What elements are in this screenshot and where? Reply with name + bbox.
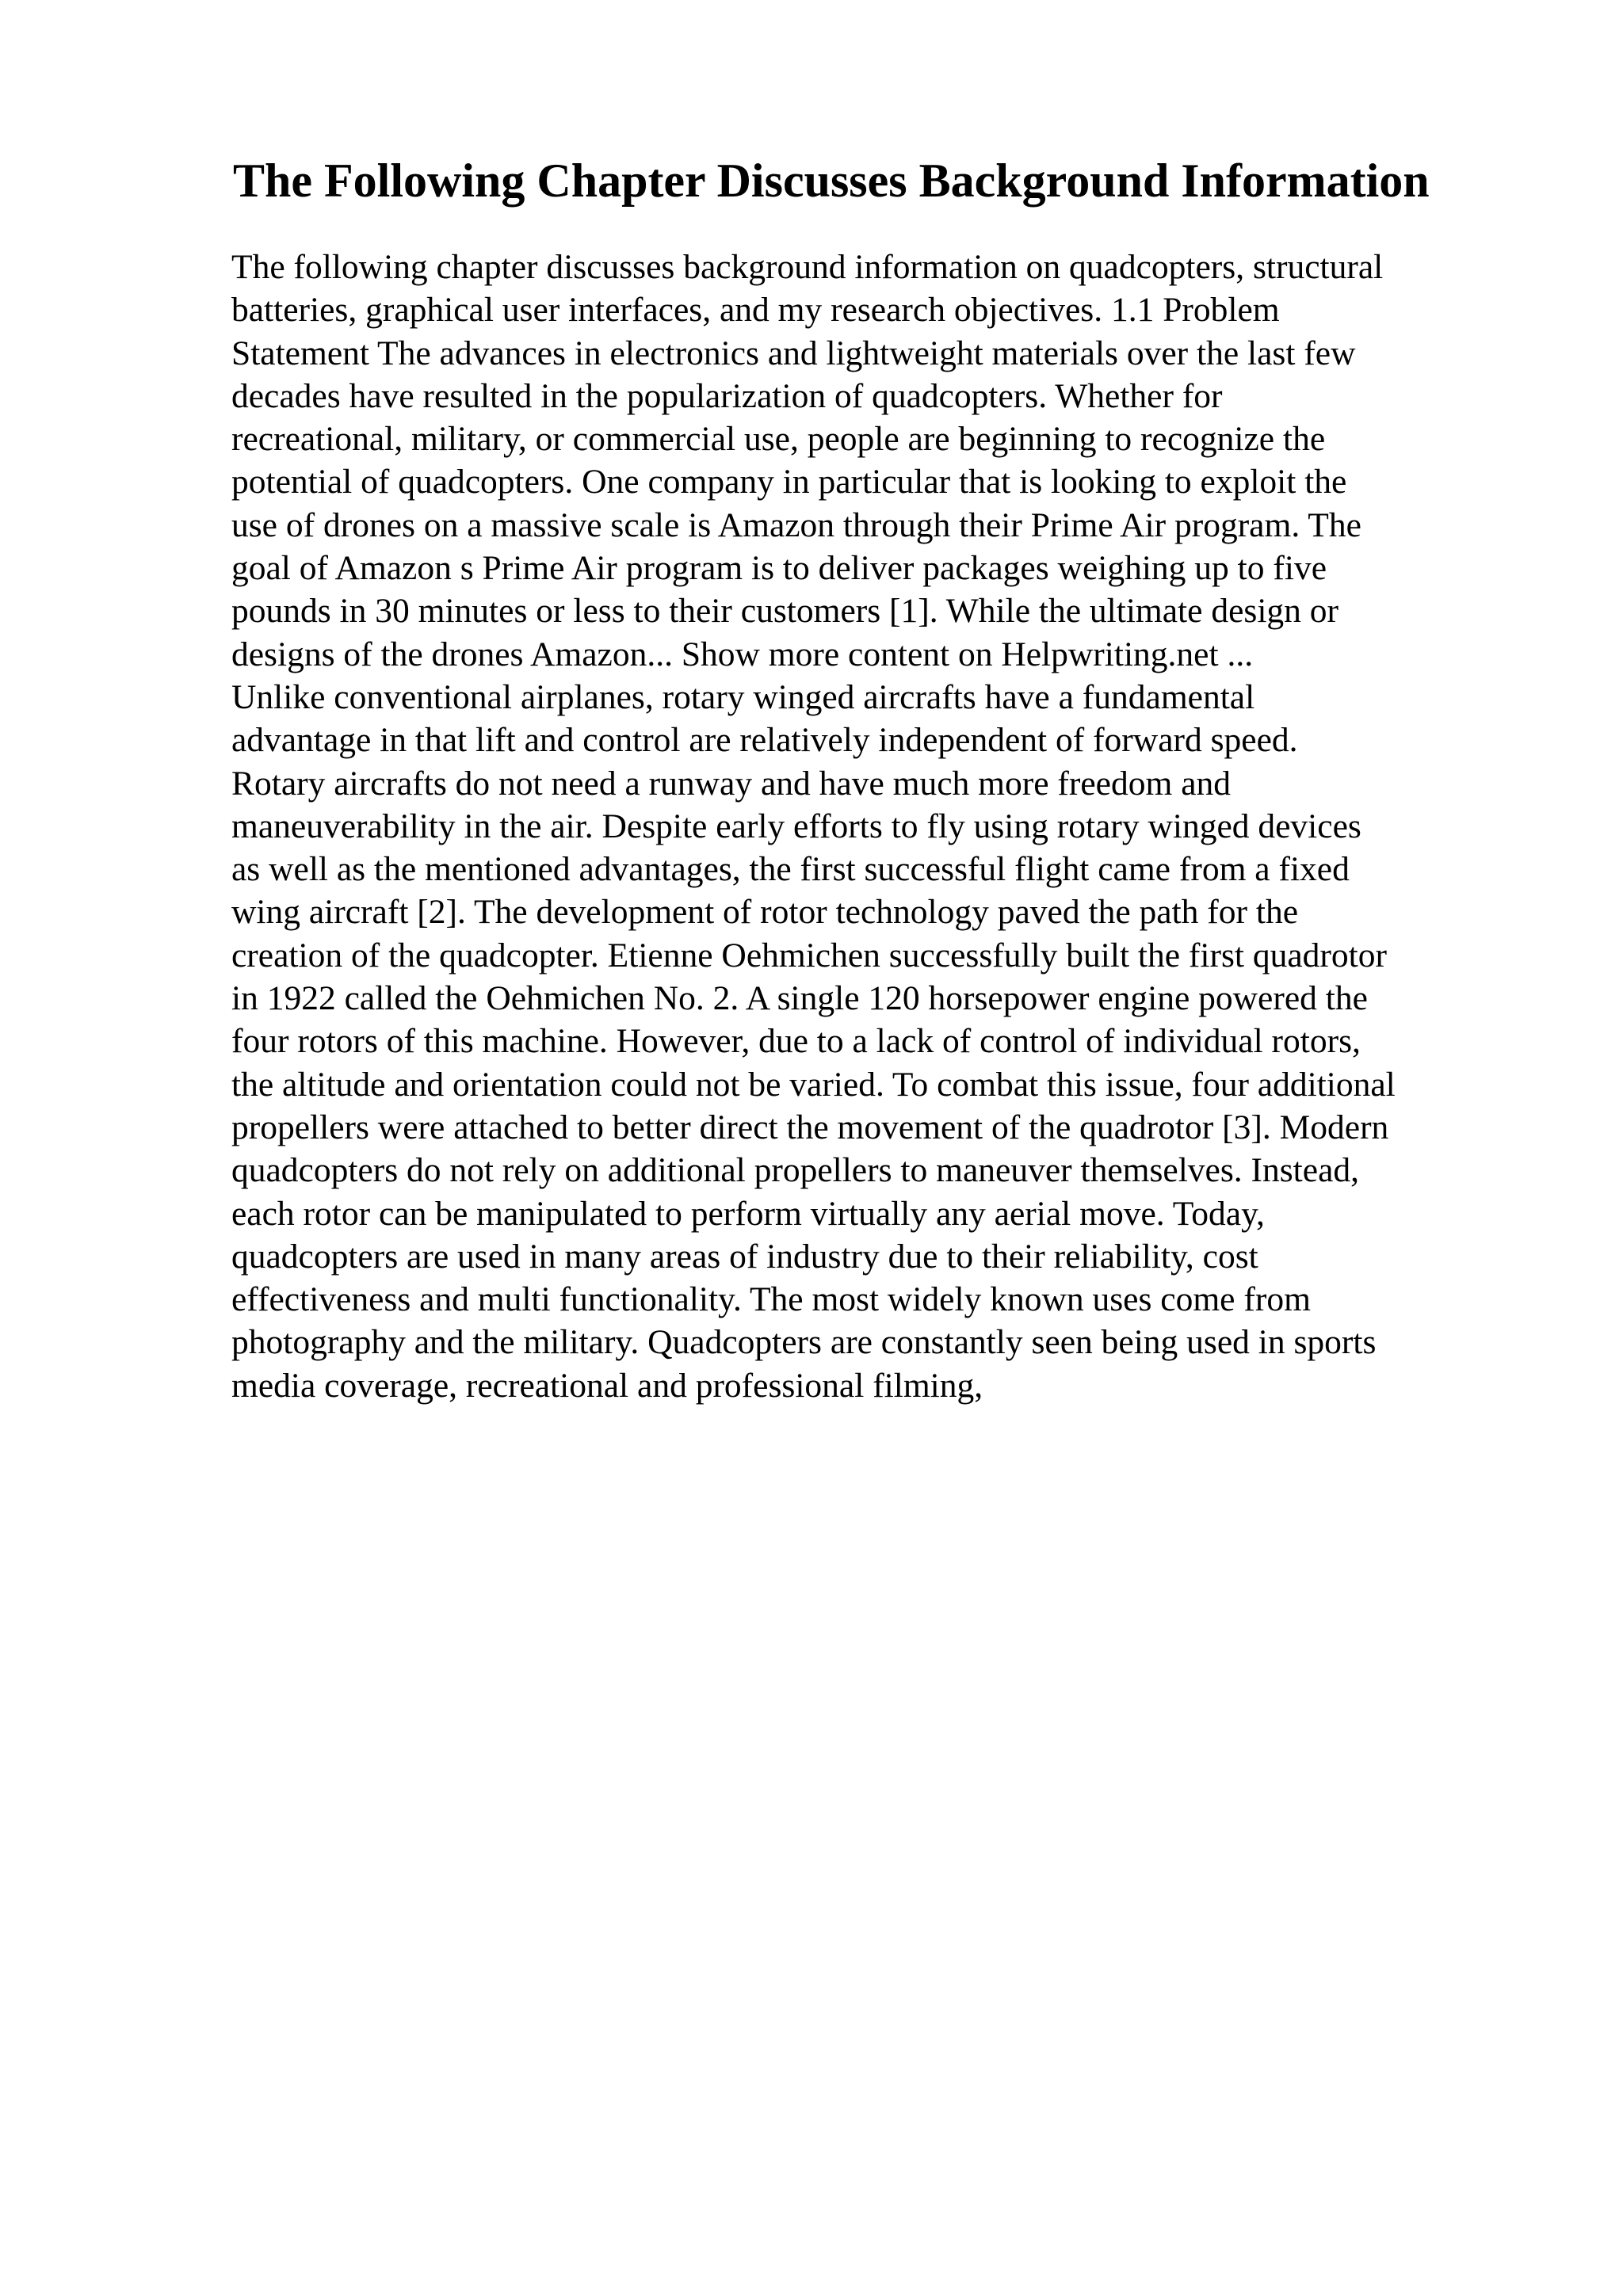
text-line: wing aircraft [2]. The development of rotor technology paved the path for the (231, 893, 1299, 932)
text-line: Unlike conventional airplanes, rotary winged aircrafts have a fundamental (231, 677, 1255, 716)
text-line: decades have resulted in the popularization of quadcopters. Whether for (231, 376, 1223, 415)
text-line: effectiveness and multi functionality. The most widely known uses come from (231, 1280, 1311, 1319)
text-line: use of drones on a massive scale is Amazon through their Prime Air program. The (231, 505, 1361, 544)
text-line: maneuverability in the air. Despite early efforts to fly using rotary winged devices (231, 807, 1361, 845)
text-line: goal of Amazon s Prime Air program is to deliver packages weighing up to five (231, 549, 1327, 588)
text-line: The following chapter discusses background information on quadcopters, structural (231, 248, 1384, 286)
text-line: quadcopters do not rely on additional propellers to maneuver themselves. Instead, (231, 1151, 1360, 1190)
text-line: Rotary aircrafts do not need a runway and have much more freedom and (231, 764, 1232, 803)
text-line: in 1922 called the Oehmichen No. 2. A single 120 horsepower engine powered the (231, 979, 1368, 1018)
text-line: recreational, military, or commercial use, people are beginning to recognize the (231, 420, 1326, 459)
text-line: the altitude and orientation could not be varied. To combat this issue, four additional (231, 1065, 1396, 1104)
text-line: quadcopters are used in many areas of industry due to their reliability, cost (231, 1237, 1258, 1276)
text-line: creation of the quadcopter. Etienne Oehmichen successfully built the first quadrotor (231, 936, 1387, 974)
text-line: potential of quadcopters. One company in particular that is looking to exploit the (231, 463, 1347, 502)
text-line: each rotor can be manipulated to perform virtually any aerial move. Today, (231, 1194, 1265, 1233)
text-line: four rotors of this machine. However, due to a lack of control of individual rotors, (231, 1022, 1361, 1061)
text-line: designs of the drones Amazon... Show more content on Helpwriting.net ... (231, 635, 1254, 673)
text-line: pounds in 30 minutes or less to their customers [1]. While the ultimate design or (231, 592, 1339, 631)
text-line: photography and the military. Quadcopters are constantly seen being used in sports (231, 1323, 1377, 1362)
document-body (231, 246, 1531, 1407)
text-line: advantage in that lift and control are relatively independent of forward speed. (231, 721, 1298, 760)
text-line: propellers were attached to better direct the movement of the quadrotor [3]. Modern (231, 1108, 1389, 1146)
text-line: media coverage, recreational and professional filming, (231, 1366, 983, 1405)
text-line: Statement The advances in electronics and lightweight materials over the last few (231, 334, 1356, 372)
text-line: as well as the mentioned advantages, the first successful flight came from a fixed (231, 850, 1350, 889)
text-line: batteries, graphical user interfaces, and my research objectives. 1.1 Problem (231, 291, 1280, 330)
document-title: The Following Chapter Discusses Background Information (233, 154, 1430, 207)
